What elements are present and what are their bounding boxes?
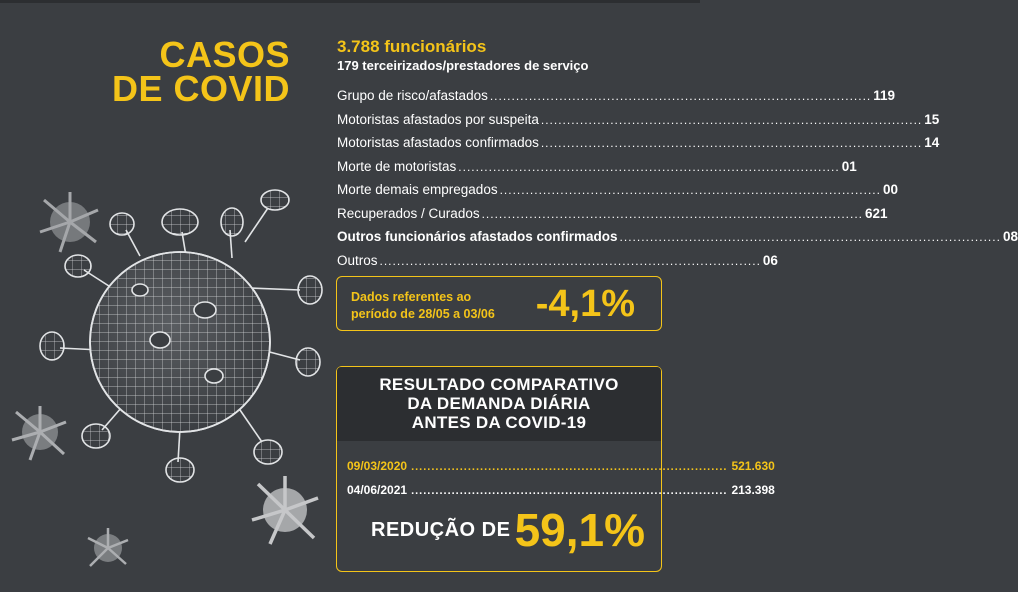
dot-leader: .............................................................................. bbox=[411, 461, 728, 473]
stat-row bbox=[337, 158, 857, 183]
top-border bbox=[0, 0, 700, 3]
small-virus-icon bbox=[12, 406, 66, 460]
stat-label: Morte demais empregados bbox=[337, 182, 498, 197]
stat-row bbox=[337, 135, 940, 159]
stat-row bbox=[337, 229, 1018, 253]
coronavirus-illustration bbox=[0, 170, 340, 592]
dot-leader: .............................................................................. bbox=[411, 485, 728, 497]
comparison-row bbox=[347, 459, 775, 473]
period-note-text bbox=[351, 289, 511, 323]
period-note-line-2: período de 28/05 a 03/06 bbox=[351, 307, 495, 321]
comparison-title-line-3: ANTES DA COVID-19 bbox=[411, 413, 587, 432]
period-note-line-1: Dados referentes ao bbox=[351, 290, 472, 304]
comparison-box bbox=[336, 366, 775, 572]
stat-row bbox=[337, 205, 888, 230]
comparison-date: 04/06/2021 bbox=[347, 483, 408, 497]
stat-value: 15 bbox=[924, 111, 940, 127]
stat-value: 119 bbox=[873, 88, 896, 103]
total-employees: 3.788 funcionários bbox=[337, 37, 487, 56]
stat-row bbox=[337, 252, 778, 277]
comparison-title-line-2: DA DEMANDA DIÁRIA bbox=[407, 394, 591, 413]
stat-label: Grupo de risco/afastados bbox=[337, 88, 488, 103]
dot-leader: ........................................................................................ bbox=[379, 253, 761, 268]
stat-value: 00 bbox=[882, 182, 898, 197]
page-title bbox=[100, 34, 290, 109]
stat-value: 01 bbox=[841, 158, 857, 174]
small-virus-icon bbox=[88, 528, 128, 566]
dot-leader: ........................................................................................ bbox=[458, 159, 840, 174]
stat-value: 621 bbox=[864, 205, 888, 221]
stat-value: 06 bbox=[762, 252, 778, 268]
dot-leader: ........................................................................................ bbox=[540, 112, 923, 127]
stat-value: 14 bbox=[924, 135, 940, 150]
stat-label: Motoristas afastados por suspeita bbox=[337, 111, 539, 127]
comparison-date: 09/03/2020 bbox=[347, 459, 408, 473]
stat-row bbox=[337, 88, 896, 112]
comparison-row bbox=[347, 483, 775, 497]
dot-leader: ........................................................................................ bbox=[499, 183, 881, 197]
stat-value: 08 bbox=[1002, 229, 1018, 244]
stat-label: Recuperados / Curados bbox=[337, 205, 480, 221]
stat-label: Outros bbox=[337, 252, 378, 268]
dot-leader: ........................................................................................ bbox=[540, 136, 923, 150]
comparison-title bbox=[337, 375, 661, 432]
comparison-header bbox=[337, 367, 661, 441]
stat-row bbox=[337, 111, 940, 136]
dot-leader: ........................................................................................ bbox=[489, 89, 872, 103]
small-virus-icon bbox=[40, 192, 98, 252]
stat-label: Morte de motoristas bbox=[337, 158, 457, 174]
comparison-title-line-1: RESULTADO COMPARATIVO bbox=[379, 375, 619, 394]
dot-leader: ........................................................................................ bbox=[619, 230, 1001, 244]
contractors-count: 179 terceirizados/prestadores de serviço bbox=[337, 58, 589, 73]
dot-leader: ........................................................................................ bbox=[481, 206, 863, 221]
stat-row bbox=[337, 182, 898, 206]
small-virus-icon bbox=[252, 476, 318, 544]
stat-label: Motoristas afastados confirmados bbox=[337, 135, 539, 150]
comparison-value: 213.398 bbox=[731, 483, 775, 497]
title-line-2: DE COVID bbox=[111, 68, 290, 109]
case-stats bbox=[337, 36, 1018, 276]
comparison-value: 521.630 bbox=[731, 459, 775, 473]
title-line-1: CASOS bbox=[159, 34, 290, 75]
period-change-value: -4,1% bbox=[535, 283, 635, 325]
reduction-value: 59,1% bbox=[514, 504, 645, 556]
reduction-label: REDUÇÃO DE bbox=[371, 519, 511, 541]
stat-label: Outros funcionários afastados confirmados bbox=[337, 229, 618, 244]
period-note-box bbox=[336, 276, 662, 331]
